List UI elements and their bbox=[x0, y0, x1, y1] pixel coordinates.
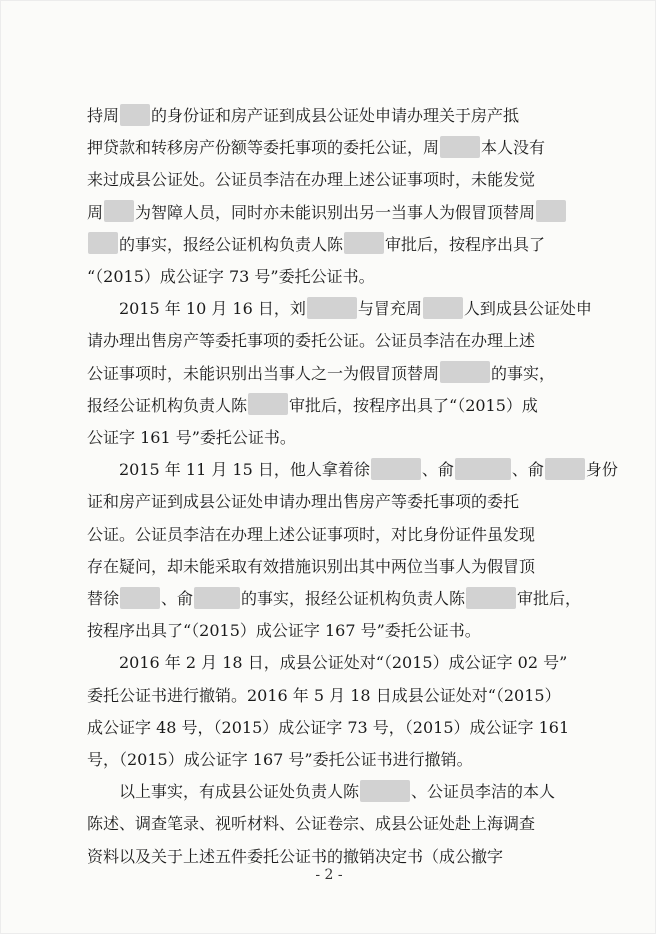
redacted-name bbox=[248, 393, 288, 415]
redacted-name bbox=[371, 458, 421, 480]
text-run: 公证事项时，未能识别出当事人之一为假冒顶替周 bbox=[87, 363, 440, 383]
text-run: 证和房产证到成县公证处申请办理出售房产等委托事项的委托 bbox=[87, 492, 520, 512]
text-run: 押贷款和转移房产份额等委托事项的委托公证，周 bbox=[87, 138, 440, 158]
text-run: 成公证字 48 号，（2015）成公证字 73 号，（2015）成公证字 161 bbox=[87, 717, 570, 737]
redacted-name bbox=[423, 297, 463, 319]
redacted-name bbox=[194, 587, 240, 609]
text-line bbox=[87, 551, 579, 583]
text-line bbox=[87, 325, 579, 357]
text-run: 资料以及关于上述五件委托公证书的撤销决定书（成公撤字 bbox=[87, 846, 504, 866]
text-run: 报经公证机构负责人陈 bbox=[87, 395, 248, 415]
redacted-name bbox=[545, 458, 585, 480]
page-number: - 2 - bbox=[315, 867, 343, 883]
text-line bbox=[87, 583, 582, 615]
redacted-name bbox=[440, 361, 490, 383]
text-line bbox=[87, 390, 579, 422]
text-run: 、俞 bbox=[511, 460, 544, 480]
text-line bbox=[87, 744, 579, 776]
text-run: 委托公证书进行撤销。2016 年 5 月 18 日成县公证处对“（2015） bbox=[87, 685, 561, 705]
redacted-name bbox=[120, 104, 150, 126]
document-body bbox=[87, 100, 618, 873]
redacted-name bbox=[360, 780, 410, 802]
text-run: 为智障人员，同时亦未能识别出另一当事人为假冒顶替周 bbox=[135, 202, 536, 222]
text-line bbox=[87, 712, 579, 744]
text-run: 的事实，报经公证机构负责人陈 bbox=[241, 589, 466, 609]
text-run: “（2015）成公证字 73 号”委托公证书。 bbox=[87, 267, 375, 287]
text-run: 2016 年 2 月 18 日，成县公证处对“（2015）成公证字 02 号” bbox=[119, 653, 568, 673]
text-run: 公证。公证员李洁在办理上述公证事项时，对比身份证件虽发现 bbox=[87, 524, 536, 544]
text-run: 2015 年 11 月 15 日，他人拿着徐 bbox=[119, 460, 370, 480]
redacted-name bbox=[536, 200, 566, 222]
redacted-name bbox=[104, 200, 134, 222]
text-run: 公证字 161 号”委托公证书。 bbox=[87, 428, 296, 448]
text-line bbox=[87, 293, 592, 325]
text-run: 审批后，按程序出具了“（2015）成 bbox=[289, 395, 538, 415]
text-line bbox=[87, 615, 579, 647]
text-run: 、俞 bbox=[421, 460, 454, 480]
text-run: 按程序出具了“（2015）成公证字 167 号”委托公证书。 bbox=[87, 621, 481, 641]
text-run: 请办理出售房产等委托事项的委托公证。公证员李洁在办理上述 bbox=[87, 331, 536, 351]
redacted-name bbox=[440, 136, 480, 158]
text-run: 身份 bbox=[585, 460, 618, 480]
text-line bbox=[87, 454, 618, 486]
redacted-name bbox=[307, 297, 357, 319]
text-run: 、俞 bbox=[161, 589, 194, 609]
text-line bbox=[87, 358, 579, 390]
text-line bbox=[87, 100, 579, 132]
text-run: 审批后， bbox=[517, 589, 582, 609]
text-run: 替徐 bbox=[87, 589, 120, 609]
text-line bbox=[87, 519, 579, 551]
text-run: 以上事实，有成县公证处负责人陈 bbox=[119, 782, 360, 802]
text-run: 号，（2015）成公证字 167 号”委托公证书进行撤销。 bbox=[87, 750, 473, 770]
text-line bbox=[87, 164, 579, 196]
text-run: 、公证员李洁的本人 bbox=[411, 782, 556, 802]
text-line bbox=[87, 776, 579, 808]
text-run: 来过成县公证处。公证员李洁在办理上述公证事项时，未能发觉 bbox=[87, 170, 536, 190]
text-line bbox=[87, 680, 579, 712]
text-run: 的身份证和房产证到成县公证处申请办理关于房产抵 bbox=[151, 106, 520, 125]
text-line bbox=[87, 261, 579, 293]
text-run: 持周 bbox=[87, 106, 120, 125]
text-run: 人到成县公证处申 bbox=[463, 299, 592, 319]
text-run: 2015 年 10 月 16 日，刘 bbox=[119, 299, 306, 319]
text-line bbox=[87, 197, 579, 229]
text-line bbox=[87, 132, 579, 164]
text-line bbox=[87, 486, 579, 518]
text-run: 与冒充周 bbox=[357, 299, 422, 319]
text-run: 本人没有 bbox=[481, 138, 546, 158]
redacted-name bbox=[88, 232, 118, 254]
redacted-name bbox=[344, 232, 384, 254]
text-run: 审批后，按程序出具了 bbox=[385, 234, 546, 254]
text-line bbox=[87, 229, 579, 261]
text-run: 的事实， bbox=[491, 363, 556, 383]
text-line bbox=[87, 808, 579, 840]
text-run: 周 bbox=[87, 202, 104, 222]
redacted-name bbox=[455, 458, 511, 480]
text-line bbox=[87, 422, 579, 454]
redacted-name bbox=[466, 587, 516, 609]
text-run: 陈述、调查笔录、视听材料、公证卷宗、成县公证处赴上海调查 bbox=[87, 814, 536, 834]
redacted-name bbox=[120, 587, 160, 609]
text-line bbox=[87, 647, 579, 679]
text-run: 的事实，报经公证机构负责人陈 bbox=[119, 234, 344, 254]
text-run: 存在疑问，却未能采取有效措施识别出其中两位当事人为假冒顶 bbox=[87, 556, 536, 576]
